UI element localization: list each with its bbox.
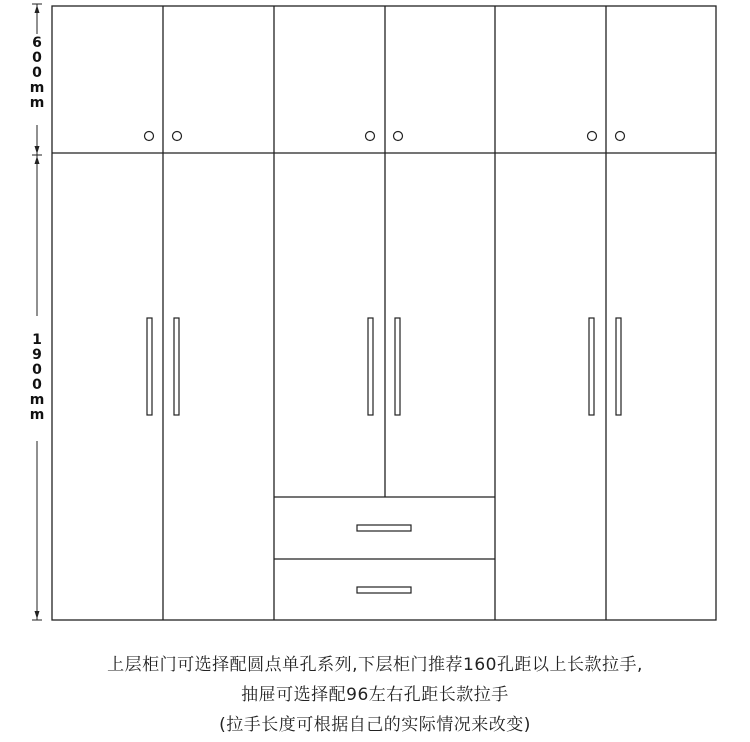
note-line-2: 抽屉可选择配96左右孔距长款拉手: [241, 685, 509, 705]
long-handles: [147, 318, 621, 415]
drawer-outlines: [274, 497, 495, 559]
lower-height-label: [27, 333, 47, 423]
drawer-handle: [357, 525, 411, 531]
round-knob: [616, 132, 625, 141]
long-handle: [147, 318, 152, 415]
upper-height-label: [27, 36, 47, 111]
long-handle: [616, 318, 621, 415]
round-knob: [366, 132, 375, 141]
wardrobe-outline: [52, 6, 716, 620]
lower-door-dividers: [163, 153, 606, 620]
round-knob: [588, 132, 597, 141]
upper-height-text: 6 0 0 m m: [29, 35, 45, 111]
lower-height-text: 1 9 0 0 m m: [29, 332, 45, 423]
upper-door-dividers: [163, 6, 606, 153]
long-handle: [368, 318, 373, 415]
round-knob: [173, 132, 182, 141]
round-knob: [145, 132, 154, 141]
drawer-handle: [357, 587, 411, 593]
long-handle: [395, 318, 400, 415]
long-handle: [589, 318, 594, 415]
note-line-1: 上层柜门可选择配圆点单孔系列,下层柜门推荐160孔距以上长款拉手,: [107, 655, 643, 675]
round-knob: [394, 132, 403, 141]
note-line-3: (拉手长度可根据自己的实际情况来改变): [219, 715, 531, 735]
long-handle: [174, 318, 179, 415]
